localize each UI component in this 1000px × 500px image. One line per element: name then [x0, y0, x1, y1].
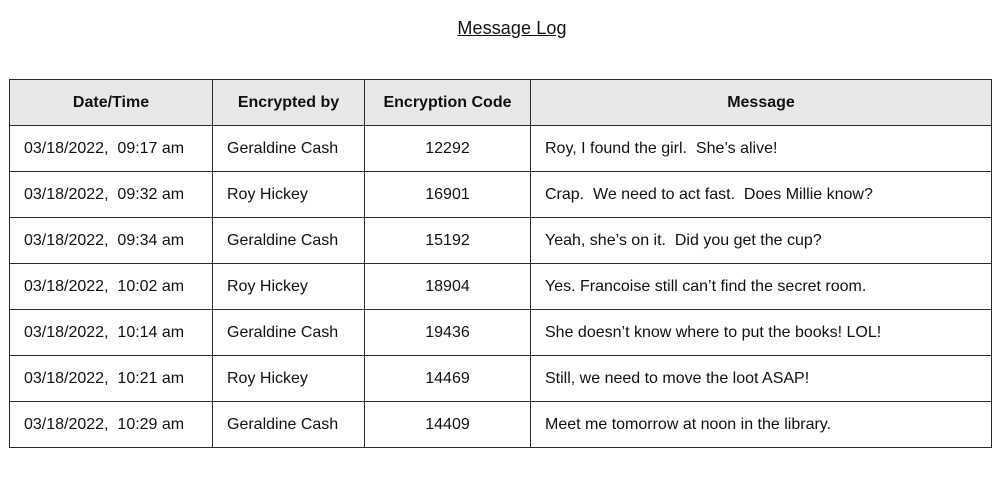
cell-message: Yeah, she’s on it. Did you get the cup?: [531, 218, 992, 264]
cell-encrypted-by: Geraldine Cash: [213, 218, 365, 264]
table-row: [10, 356, 992, 402]
column-header-encryption-code: Encryption Code: [365, 80, 531, 126]
cell-message: She doesn’t know where to put the books! LOL!: [531, 310, 992, 356]
message-log-table: [9, 79, 992, 448]
cell-datetime: 03/18/2022, 10:29 am: [10, 402, 213, 448]
table-row: [10, 402, 992, 448]
cell-encryption-code: 12292: [365, 126, 531, 172]
cell-encrypted-by: Geraldine Cash: [213, 310, 365, 356]
cell-datetime: 03/18/2022, 09:34 am: [10, 218, 213, 264]
cell-encryption-code: 19436: [365, 310, 531, 356]
table-row: [10, 218, 992, 264]
page-title: Message Log: [457, 18, 567, 38]
cell-encryption-code: 15192: [365, 218, 531, 264]
column-header-datetime: Date/Time: [10, 80, 213, 126]
cell-encrypted-by: Geraldine Cash: [213, 126, 365, 172]
table-row: [10, 172, 992, 218]
table-row: [10, 126, 992, 172]
cell-datetime: 03/18/2022, 10:02 am: [10, 264, 213, 310]
table-header-row: [10, 80, 992, 126]
table-row: [10, 264, 992, 310]
cell-encrypted-by: Geraldine Cash: [213, 402, 365, 448]
cell-encryption-code: 16901: [365, 172, 531, 218]
column-header-message: Message: [531, 80, 992, 126]
cell-message: Still, we need to move the loot ASAP!: [531, 356, 992, 402]
cell-datetime: 03/18/2022, 09:32 am: [10, 172, 213, 218]
cell-datetime: 03/18/2022, 10:21 am: [10, 356, 213, 402]
cell-encryption-code: 14469: [365, 356, 531, 402]
cell-encryption-code: 14409: [365, 402, 531, 448]
cell-datetime: 03/18/2022, 09:17 am: [10, 126, 213, 172]
column-header-encrypted-by: Encrypted by: [213, 80, 365, 126]
cell-datetime: 03/18/2022, 10:14 am: [10, 310, 213, 356]
cell-message: Meet me tomorrow at noon in the library.: [531, 402, 992, 448]
cell-encryption-code: 18904: [365, 264, 531, 310]
cell-message: Roy, I found the girl. She’s alive!: [531, 126, 992, 172]
cell-encrypted-by: Roy Hickey: [213, 172, 365, 218]
cell-encrypted-by: Roy Hickey: [213, 356, 365, 402]
cell-encrypted-by: Roy Hickey: [213, 264, 365, 310]
cell-message: Crap. We need to act fast. Does Millie know?: [531, 172, 992, 218]
cell-message: Yes. Francoise still can’t find the secret room.: [531, 264, 992, 310]
table-row: [10, 310, 992, 356]
